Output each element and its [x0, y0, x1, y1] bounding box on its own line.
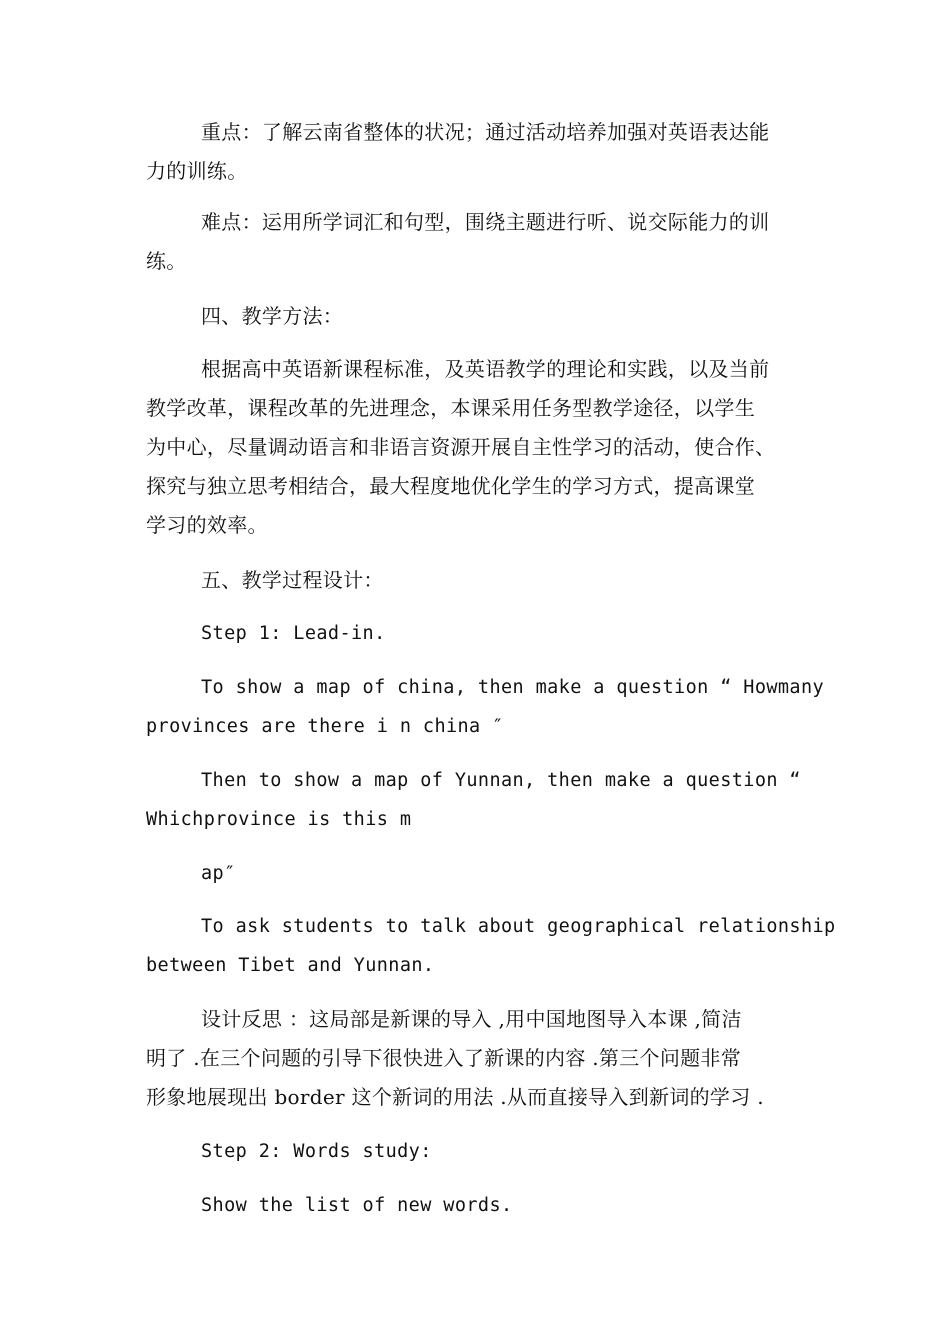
text-line: between Tibet and Yunnan. — [146, 955, 435, 976]
new-words-paragraph — [146, 1186, 806, 1225]
text-line: Step 1: Lead-in. — [201, 623, 386, 644]
text-line: 探究与独立思考相结合，最大程度地优化学生的学习方式，提高课堂 — [146, 474, 755, 498]
text-line: Whichprovince is this m — [146, 809, 412, 830]
section-heading — [146, 561, 806, 600]
text-line: 五、教学过程设计： — [201, 568, 384, 592]
text-line: 明了 .在三个问题的引导下很快进入了新课的内容 .第三个问题非常 — [146, 1046, 742, 1070]
text-line: 根据高中英语新课程标准，及英语教学的理论和实践，以及当前 — [201, 357, 770, 381]
text-line: 练。 — [146, 249, 187, 273]
text-line: 为中心，尽量调动语言和非语言资源开展自主性学习的活动，使合作、 — [146, 435, 776, 459]
text-line: provinces are there i n china ″ — [146, 716, 504, 737]
ask-students-paragraph — [146, 907, 836, 985]
text-line: 设计反思 ：这局部是新课的导入 ,用中国地图导入本课 ,简洁 — [201, 1007, 742, 1031]
method-paragraph — [146, 350, 806, 545]
text-line: ap″ — [201, 863, 236, 884]
difficulties-paragraph — [146, 203, 806, 281]
text-line: 学习的效率。 — [146, 513, 268, 537]
map-china-paragraph — [146, 668, 825, 746]
text-line: 教学改革，课程改革的先进理念，本课采用任务型教学途径，以学生 — [146, 396, 755, 420]
text-line: 形象地展现出 border 这个新词的用法 .从而直接导入到新词的学习 . — [146, 1085, 764, 1109]
step-heading — [146, 1132, 806, 1171]
key-points-paragraph — [146, 113, 806, 191]
section-heading — [146, 297, 806, 336]
map-tail-paragraph — [146, 854, 806, 893]
text-line: 力的训练。 — [146, 159, 248, 183]
text-line: 难点：运用所学词汇和句型，围绕主题进行听、说交际能力的训 — [201, 210, 770, 234]
text-line: 四、教学方法： — [201, 304, 344, 328]
reflection-paragraph — [146, 1000, 806, 1117]
text-line: 重点：了解云南省整体的状况；通过活动培养加强对英语表达能 — [201, 120, 770, 144]
text-line: To show a map of china, then make a question “ Howmany — [201, 677, 825, 698]
map-yunnan-paragraph — [146, 761, 806, 839]
text-line: Then to show a map of Yunnan, then make a question “ — [201, 770, 801, 791]
step-heading — [146, 614, 806, 653]
text-line: To ask students to talk about geographical relationship — [201, 916, 836, 937]
text-line: Show the list of new words. — [201, 1195, 513, 1216]
text-line: Step 2: Words study: — [201, 1141, 432, 1162]
